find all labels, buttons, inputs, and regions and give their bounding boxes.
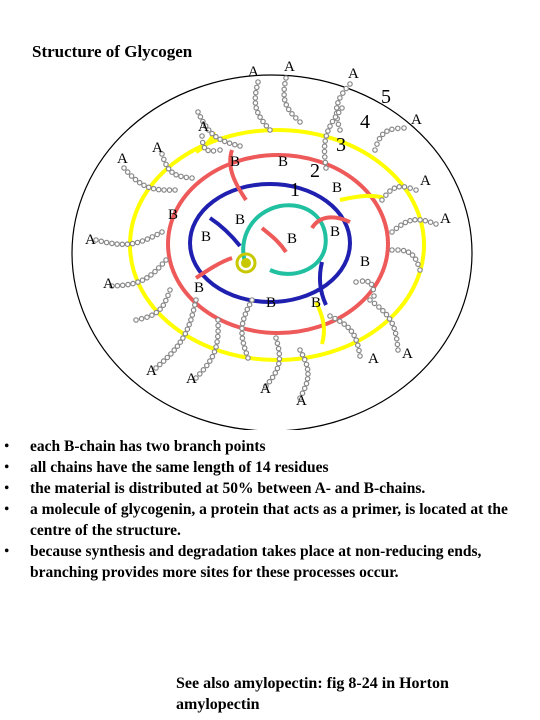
glucose-residue xyxy=(304,381,308,385)
tier5-ring xyxy=(130,130,424,360)
glucose-residue xyxy=(395,342,399,346)
glucose-residue xyxy=(336,122,340,126)
glucose-residue xyxy=(394,226,398,230)
glucose-residue xyxy=(354,280,358,284)
glucose-residue xyxy=(151,187,155,191)
glucose-residue xyxy=(240,336,244,340)
b-chain-label: B xyxy=(168,207,179,223)
glucose-residue xyxy=(247,303,251,307)
glucose-residue xyxy=(162,188,166,192)
b-chain-label: B xyxy=(287,231,298,247)
glucose-residue xyxy=(395,337,399,341)
glucose-residue xyxy=(187,322,191,326)
bullet-text: all chains have the same length of 14 residues xyxy=(30,459,329,476)
glucose-residue xyxy=(294,116,298,120)
glucose-residue xyxy=(258,115,262,119)
glucose-residue xyxy=(333,115,337,119)
glucose-residue xyxy=(277,357,281,361)
glucose-residue xyxy=(158,307,162,311)
glucose-residue xyxy=(145,237,149,241)
a-chain-label: A xyxy=(348,66,359,82)
glucose-residue xyxy=(243,346,247,350)
glucose-residue xyxy=(131,281,135,285)
glucose-residue xyxy=(150,235,154,239)
glucose-residue xyxy=(322,149,326,153)
glucose-residue xyxy=(115,284,119,288)
page-title: Structure of Glycogen xyxy=(32,42,193,61)
glucose-residue xyxy=(214,345,218,349)
bullet-item xyxy=(4,478,534,499)
glucose-residue xyxy=(324,134,328,138)
a-chain-label: A xyxy=(103,276,114,292)
b-chain-label: B xyxy=(235,212,246,228)
glucose-residue xyxy=(399,223,403,227)
glucose-residue xyxy=(256,110,260,114)
glucose-residue xyxy=(402,126,406,130)
glucose-residue xyxy=(129,174,133,178)
glucose-residue xyxy=(115,242,119,246)
glucose-residue xyxy=(414,188,418,192)
glucose-residue xyxy=(169,352,173,356)
glucose-residue xyxy=(246,356,250,360)
a-chain-label: A xyxy=(146,363,157,379)
glucose-residue xyxy=(283,98,287,102)
glucose-residue xyxy=(323,139,327,143)
bullet-list xyxy=(4,436,534,583)
glucose-residue xyxy=(140,239,144,243)
glucose-residue xyxy=(223,139,227,143)
glucose-residue xyxy=(216,329,220,333)
glucose-residue xyxy=(368,298,372,302)
glucose-residue xyxy=(335,106,339,110)
glucose-residue xyxy=(104,240,108,244)
bullet-dot: • xyxy=(4,438,10,455)
glucose-residue xyxy=(396,348,400,352)
glucose-residue xyxy=(110,241,114,245)
glucose-residue xyxy=(238,144,242,148)
glucose-residue xyxy=(135,240,139,244)
glucose-residue xyxy=(245,307,249,311)
glucose-residue xyxy=(381,309,385,313)
glucose-residue xyxy=(416,262,420,266)
glucose-residue xyxy=(408,219,412,223)
glucose-residue xyxy=(393,331,397,335)
glucose-residue xyxy=(164,258,168,262)
a-chain-label: A xyxy=(152,140,163,156)
a-chain-label: A xyxy=(85,232,96,248)
glucose-residue xyxy=(305,377,309,381)
glucose-residue xyxy=(284,103,288,107)
glucose-residue xyxy=(357,348,361,352)
glucose-residue xyxy=(340,106,344,110)
glucose-residue xyxy=(130,241,134,245)
glucose-residue xyxy=(256,80,260,84)
a-chain-label: A xyxy=(260,381,271,397)
glucose-residue xyxy=(201,140,205,144)
bullet-dot: • xyxy=(4,480,10,497)
bullet-item xyxy=(4,457,534,478)
glucose-residue xyxy=(341,91,345,95)
glucose-residue xyxy=(201,368,205,372)
glucose-residue xyxy=(166,293,170,297)
glucose-residue xyxy=(428,220,432,224)
glucose-residue xyxy=(244,351,248,355)
glucose-residue xyxy=(418,268,422,272)
glucose-residue xyxy=(333,316,337,320)
b-chain-label: B xyxy=(194,280,205,296)
glucose-residue xyxy=(323,155,327,159)
glucose-residue xyxy=(354,338,358,342)
glucose-residue xyxy=(161,359,165,363)
glucose-residue xyxy=(214,135,218,139)
a-chain-label: A xyxy=(440,211,451,227)
glucose-residue xyxy=(211,149,215,153)
glucose-residue xyxy=(154,310,158,314)
glucose-residue xyxy=(305,367,309,371)
b-chain-label: B xyxy=(201,229,212,245)
glucose-residue xyxy=(390,248,394,252)
glucose-residue xyxy=(174,173,178,177)
glucose-residue xyxy=(434,222,438,226)
glucose-residue xyxy=(323,160,327,164)
glucose-residue xyxy=(218,137,222,141)
glucose-residue xyxy=(134,318,138,322)
b-chain-label: B xyxy=(332,180,343,196)
bullet-text: a molecule of glycogenin, a protein that acts as a primer, is located at the centre of the structure. xyxy=(30,501,508,539)
glucose-residue xyxy=(240,331,244,335)
a-chain-label: A xyxy=(296,393,307,409)
glucose-residue xyxy=(377,137,381,141)
glucose-residue xyxy=(161,303,165,307)
glucose-residue xyxy=(284,76,288,80)
bullet-text: because synthesis and degradation takes place at non-reducing ends, branching provides more sites for these processes occur. xyxy=(30,543,482,581)
glucose-residue xyxy=(99,239,103,243)
glucose-residue xyxy=(390,321,394,325)
glucose-residue xyxy=(216,334,220,338)
bullet-dot: • xyxy=(4,459,10,476)
glucose-residue xyxy=(304,362,308,366)
glucose-residue xyxy=(254,106,258,110)
b-chain-label: B xyxy=(311,295,322,311)
glucose-residue xyxy=(373,148,377,152)
glucose-residue xyxy=(198,372,202,376)
glucose-residue xyxy=(274,336,278,340)
bullet-text: each B-chain has two branch points xyxy=(30,438,266,455)
glucose-residue xyxy=(360,279,364,283)
glucose-residue xyxy=(324,166,328,170)
bullet-dot: • xyxy=(4,501,10,518)
bullet-item xyxy=(4,436,534,457)
glucose-residue xyxy=(372,294,376,298)
glucose-residue xyxy=(250,298,254,302)
glucose-residue xyxy=(282,93,286,97)
a-chain-label: A xyxy=(411,112,422,128)
glucose-residue xyxy=(273,371,277,375)
glucose-residue xyxy=(157,266,161,270)
glucose-residue xyxy=(264,124,268,128)
glucose-residue xyxy=(173,188,177,192)
glucose-residue xyxy=(261,119,265,123)
glucose-residue xyxy=(240,326,244,330)
glucose-residue xyxy=(136,280,140,284)
glucose-residue xyxy=(206,148,210,152)
glucose-residue xyxy=(375,142,379,146)
glucose-residue xyxy=(270,375,274,379)
b-chain-label: B xyxy=(266,295,277,311)
glucose-residue xyxy=(381,132,385,136)
glucose-residue xyxy=(164,298,168,302)
glucose-residue xyxy=(384,193,388,197)
a-chain-label: A xyxy=(368,351,379,367)
glucose-residue xyxy=(276,346,280,350)
glucose-residue xyxy=(366,279,370,283)
glucose-residue xyxy=(283,82,287,86)
glucose-residue xyxy=(346,325,350,329)
glycogenin-inner xyxy=(241,258,251,268)
bullet-text: the material is distributed at 50% between A- and B-chains. xyxy=(30,480,426,497)
glucose-residue xyxy=(181,336,185,340)
glucose-residue xyxy=(402,185,406,189)
glucose-residue xyxy=(406,250,410,254)
glucose-residue xyxy=(390,127,394,131)
glucose-residue xyxy=(216,323,220,327)
glucose-residue xyxy=(158,362,162,366)
glucose-residue xyxy=(413,257,417,261)
glucose-residue xyxy=(240,321,244,325)
glucose-residue xyxy=(298,348,302,352)
glucose-residue xyxy=(372,301,376,305)
glucose-residue xyxy=(352,333,356,337)
glucose-residue xyxy=(298,120,302,124)
glucose-residue xyxy=(241,341,245,345)
glucose-residue xyxy=(160,230,164,234)
tier-label-4: 4 xyxy=(360,111,370,133)
a-chain-label: A xyxy=(420,173,431,189)
glucose-residue xyxy=(145,315,149,319)
glucose-residue xyxy=(358,354,362,358)
glucose-residue xyxy=(401,248,405,252)
glucose-residue xyxy=(164,162,168,166)
glucose-residue xyxy=(165,355,169,359)
a-chain-label: A xyxy=(284,59,295,75)
glucose-residue xyxy=(303,386,307,390)
glucose-residue xyxy=(392,326,396,330)
b-chain-label: B xyxy=(360,254,371,270)
glucose-residue xyxy=(418,218,422,222)
glucose-residue xyxy=(194,298,198,302)
glucose-residue xyxy=(348,82,352,86)
glucose-residue xyxy=(196,110,200,114)
a-chain-label: A xyxy=(248,64,259,80)
glucose-residue xyxy=(330,119,334,123)
glucose-residue xyxy=(139,317,143,321)
b-chain-label: B xyxy=(230,154,241,170)
glucose-residue xyxy=(150,313,154,317)
glucose-residue xyxy=(337,110,341,114)
glucose-residue xyxy=(172,348,176,352)
bullet-item xyxy=(4,541,534,583)
tier-label-5: 5 xyxy=(381,86,391,108)
glucose-residue xyxy=(191,308,195,312)
glucose-residue xyxy=(277,352,281,356)
glucose-residue xyxy=(133,177,137,181)
glucose-residue xyxy=(344,86,348,90)
glucose-residue xyxy=(157,187,161,191)
glucose-residue xyxy=(338,319,342,323)
bullet-item xyxy=(4,499,534,541)
glucose-residue xyxy=(147,185,151,189)
glucose-residue xyxy=(145,276,149,280)
glucose-residue xyxy=(356,343,360,347)
glucose-residue xyxy=(397,185,401,189)
glucose-residue xyxy=(233,143,237,147)
glucose-residue xyxy=(268,128,272,132)
glucose-residue xyxy=(336,101,340,105)
b-chain-label: B xyxy=(330,224,341,240)
a-chain-label: A xyxy=(402,346,413,362)
glucose-residue xyxy=(210,354,214,358)
glucose-residue xyxy=(125,242,129,246)
glucose-residue xyxy=(396,248,400,252)
glucose-residue xyxy=(275,341,279,345)
glucose-residue xyxy=(193,303,197,307)
glucose-residue xyxy=(243,312,247,316)
a-chain-label: A xyxy=(186,371,197,387)
glucose-residue xyxy=(410,253,414,257)
glucose-residue xyxy=(387,317,391,321)
glucose-residue xyxy=(184,175,188,179)
glucose-residue xyxy=(300,353,304,357)
glucose-residue xyxy=(153,269,157,273)
glucose-residue xyxy=(120,242,124,246)
glucose-residue xyxy=(126,282,130,286)
a-chain-label: A xyxy=(117,151,128,167)
glucose-residue xyxy=(380,198,384,202)
glucose-residue xyxy=(326,129,330,133)
glucose-residue xyxy=(290,112,294,116)
glucose-residue xyxy=(167,188,171,192)
glucose-residue xyxy=(338,128,342,132)
glucose-residue xyxy=(162,157,166,161)
glucose-residue xyxy=(140,278,144,282)
glucose-residue xyxy=(218,148,222,152)
glucose-residue xyxy=(277,361,281,365)
glucose-residue xyxy=(371,287,375,291)
tier-label-3: 3 xyxy=(336,134,346,156)
glucose-residue xyxy=(212,350,216,354)
glucose-residue xyxy=(183,332,187,336)
tier-label-1: 1 xyxy=(290,179,300,201)
glucose-residue xyxy=(275,366,279,370)
glucose-residue xyxy=(303,357,307,361)
glucose-residue xyxy=(342,322,346,326)
glucose-residue xyxy=(322,144,326,148)
glucose-residue xyxy=(205,363,209,367)
glucose-residue xyxy=(215,340,219,344)
glucose-residue xyxy=(282,87,286,91)
glucose-residue xyxy=(377,305,381,309)
glucose-residue xyxy=(142,183,146,187)
glucose-residue xyxy=(126,170,130,174)
glucose-residue xyxy=(349,329,353,333)
bullet-dot: • xyxy=(4,543,10,560)
glucose-residue xyxy=(328,124,332,128)
glucose-residue xyxy=(306,372,310,376)
glucose-residue xyxy=(423,219,427,223)
glucose-residue xyxy=(185,327,189,331)
a-chain-label: A xyxy=(198,119,209,135)
tier-label-2: 2 xyxy=(310,160,320,182)
glucose-residue xyxy=(388,189,392,193)
glucose-residue xyxy=(392,186,396,190)
glucose-residue xyxy=(390,230,394,234)
glucose-residue xyxy=(216,318,220,322)
glucose-residue xyxy=(149,273,153,277)
glucose-residue xyxy=(253,96,257,100)
glucose-residue xyxy=(121,283,125,287)
glucose-residue xyxy=(155,232,159,236)
glucose-residue xyxy=(160,262,164,266)
glucose-residue xyxy=(403,220,407,224)
glucose-residue xyxy=(253,101,257,105)
glucose-residue xyxy=(385,129,389,133)
glucose-residue xyxy=(208,359,212,363)
glucose-residue xyxy=(287,107,291,111)
glucose-residue xyxy=(413,218,417,222)
glucose-residue xyxy=(242,317,246,321)
glucose-residue xyxy=(138,181,142,185)
see-also-note: See also amylopectin: fig 8-24 in Horton amylopectin xyxy=(176,675,449,713)
glucose-residue xyxy=(190,176,194,180)
glucose-residue xyxy=(168,288,172,292)
glucose-residue xyxy=(408,186,412,190)
glucose-residue xyxy=(227,141,231,145)
glucose-residue xyxy=(190,313,194,317)
glucose-residue xyxy=(255,85,259,89)
glucose-residue xyxy=(396,126,400,130)
glucose-residue xyxy=(384,312,388,316)
glucose-residue xyxy=(328,314,332,318)
b-chain-label: B xyxy=(278,154,289,170)
glucose-residue xyxy=(189,318,193,322)
glucose-residue xyxy=(175,344,179,348)
glucose-residue xyxy=(338,96,342,100)
glucose-residue xyxy=(254,91,258,95)
glucose-residue xyxy=(179,174,183,178)
